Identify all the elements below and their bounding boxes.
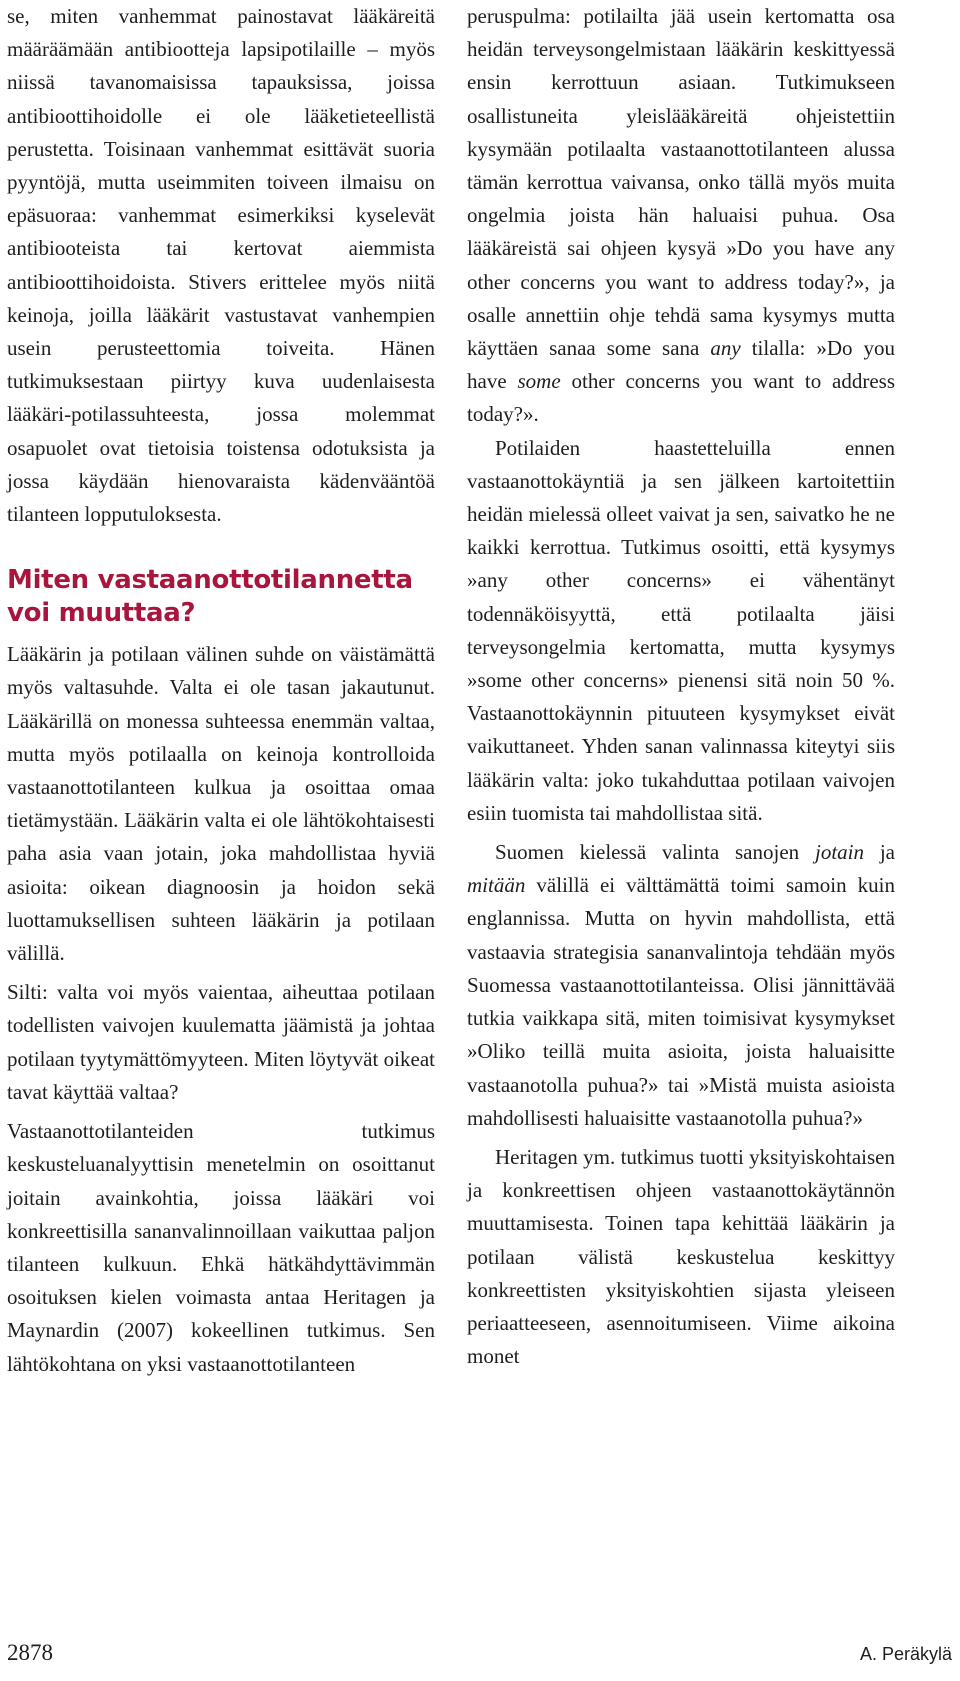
body-paragraph: Vastaanottotilanteiden tutkimus keskusteluanalyyttisin menetelmin on osoittanut joitain avainkohtia, joissa lääkäri voi konkreettisilla sananvalinnoillaan vaikuttaa paljon tilanteen kulkuun. Ehkä hätkähdyttävimmän osoituksen kielen voimasta antaa Heritagen ja Maynardin (2007) kokeellinen tutkimus. Sen lähtökohtana on yksi vastaanottotilanteen [7,1119,435,1376]
italic-word: mitään [467,873,526,898]
page-number: 2878 [7,1640,53,1665]
body-paragraph [467,0,895,432]
right-column [467,0,895,1373]
body-paragraph: Lääkärin ja potilaan välinen suhde on väistämättä myös valtasuhde. Valta ei ole tasan jakautunut. Lääkärillä on monessa suhteessa enemmän valtaa, mutta myös potilaalla on keinoja kontrolloida vastaanottotilanteen kulkua ja osoittaa omaa tietämystään. Lääkärin valta ei ole lähtökohtaisesti paha asia vaan jotain, joka mahdollistaa hyviä asioita: oikean diagnoosin ja hoidon sekä luottamuksellisen suhteen lääkärin ja potilaan välillä. [7,642,435,966]
body-paragraph: Heritagen ym. tutkimus tuotti yksityiskohtaisen ja konkreettisen ohjeen vastaanottokäytännön muuttamisesta. Toinen tapa kehittää lääkärin ja potilaan välistä keskustelua keskittyy konkreettisten yksityiskohtien sijasta yleiseen periaatteeseen, asennoitumiseen. Viime aikoina monet [467,1144,895,1369]
italic-word: any [710,336,741,361]
body-paragraph: se, miten vanhemmat painostavat lääkäreitä määräämään antibiootteja lapsipotilaille – myös niissä tavanomaisissa tapauksissa, joissa antibioottihoidolle ei ole lääketieteellistä perustetta. Toisinaan vanhemmat esittävät suoria pyyntöjä, mutta useimmiten toiveen ilmaisu on epäsuoraa: vanhemmat esimerkiksi kyselevät antibiooteista tai kertovat aiemmista antibioottihoidoista. Stivers erittelee myös niitä keinoja, joilla lääkärit vastustavat vanhempien usein perusteettomia toiveita. Hänen tutkimuksestaan piirtyy kuva uudenlaisesta lääkäri-potilassuhteesta, jossa molemmat osapuolet ovat tietoisia toistensa odotuksista ja jossa käydään hienovaraista kädenvääntöä tilanteen lopputuloksesta. [7,4,435,527]
italic-word: jotain [814,840,864,865]
text-run: other concerns you want to address today?». [467,369,896,427]
section-heading: Miten vastaanottotilannetta voi muuttaa? [7,565,413,629]
text-run: Suomen kielessä valinta sanojen [495,840,800,865]
left-column [7,0,435,1381]
italic-word: some [517,369,561,394]
body-paragraph: Silti: valta voi myös vaientaa, aiheuttaa potilaan todellisten vaivojen kuulematta jäämistä ja johtaa potilaan tyytymättömyyteen. Miten löytyvät oikeat tavat käyttää valtaa? [7,980,435,1104]
text-run: tilalla: »Do you have [467,336,895,394]
body-paragraph: Potilaiden haastetteluilla ennen vastaanottokäyntiä ja sen jälkeen kartoitettiin heidän mielessä olleet vaivat ja sen, saivatko he ne kaikki kerrottua. Tutkimus osoitti, että kysymys »any other concerns» ei vähentänyt todennäköisyyttä, että potilaalta jäisi terveysongelmia kertomatta, mutta kysymys »some other concerns» pienensi sitä noin 50 %. Vastaanottokäynnin pituuteen kysymykset eivät vaikuttaneet. Yhden sanan valinnassa kiteytyi siis lääkärin valta: joko tukahduttaa potilaan vaivojen esiin tuomista tai mahdollistaa sitä. [467,435,895,825]
body-paragraph [467,836,895,1135]
text-run: ja [879,840,895,865]
text-run: peruspulma: potilailta jää usein kertomatta osa heidän terveysongelmistaan lääkärin keskittyessä ensin kerrottuun asiaan. Tutkimukseen osallistuneita yleislääkäreitä ohjeistettiin kysymään potilaalta vastaanottotilanteen alussa tämän kerrottua vaivansa, onko tällä myös muita ongelmia joista hän haluaisi puhua. Osa lääkäreistä sai ohjeen kysyä »Do you have any other concerns you want to address today?», ja osalle annettiin ohje tehdä sama kysymys mutta käyttäen sanaa some sana [467,4,895,361]
text-run: välillä ei välttämättä toimi samoin kuin englannissa. Mutta on hyvin mahdollista, että vastaavia strategisia sananvalintoja tehdään myös Suomessa vastaanottotilanteissa. Olisi jännittävää tutkia vaikkapa sitä, miten toimisivat kysymykset »Oliko teillä muita asioita, joista haluaisitte vastaanotolla puhua?» tai »Mistä muista asioista mahdollisesti haluaisitte vastaanotolla puhua?» [467,873,896,1130]
running-footer-author: A. Peräkylä [859,1644,952,1664]
